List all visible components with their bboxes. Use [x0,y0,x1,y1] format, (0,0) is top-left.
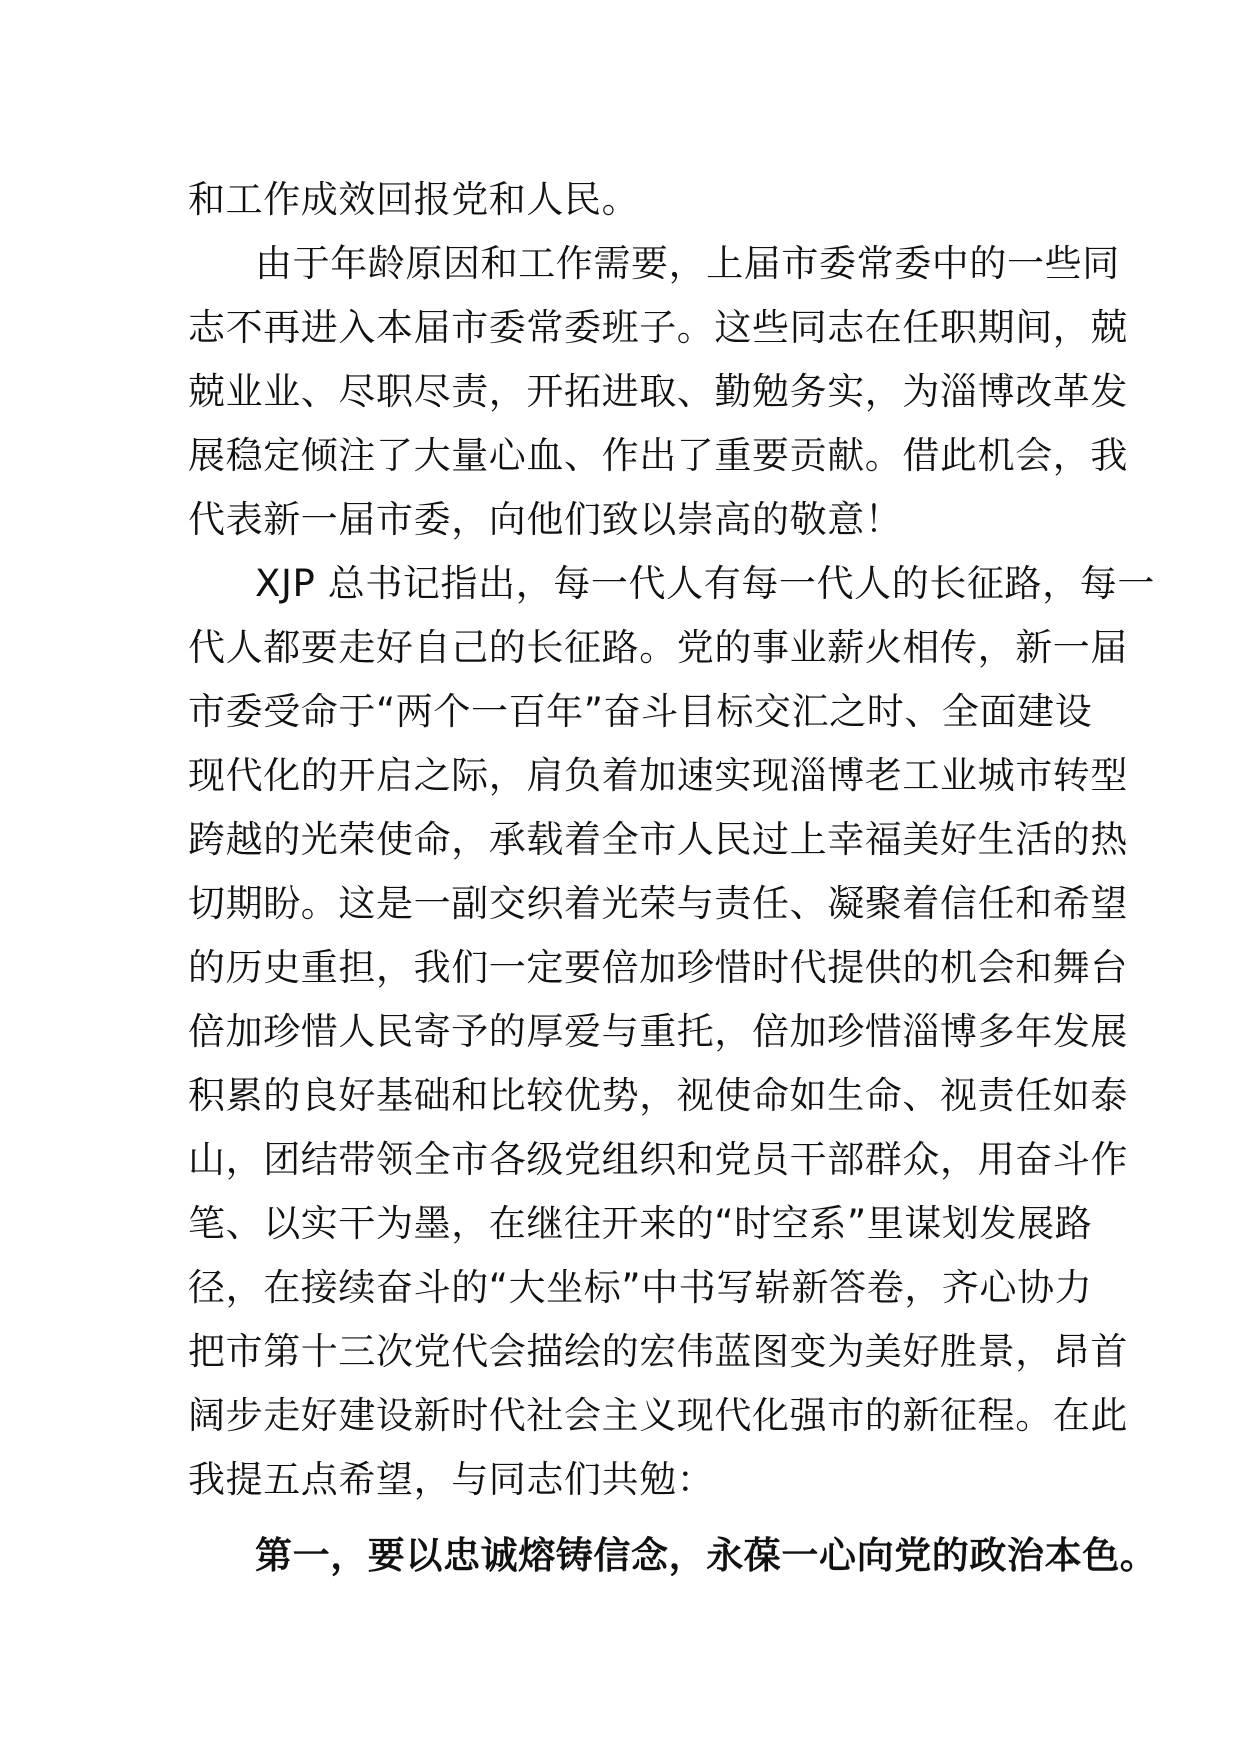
paragraph-line: 阔步走好建设新时代社会主义现代化强市的新征程。在此 [188,1394,1128,1437]
paragraph-line: 径，在接续奋斗的“大坐标”中书写崭新答卷，齐心协力 [188,1266,1093,1309]
paragraph-line: 现代化的开启之际，肩负着加速实现淄博老工业城市转型 [188,754,1128,797]
paragraph-line: 切期盼。这是一副交织着光荣与责任、凝聚着信任和希望 [188,882,1128,925]
paragraph-line: 和工作成效回报党和人民。 [188,178,640,221]
paragraph-line: 由于年龄原因和工作需要，上届市委常委中的一些同 [255,242,1120,285]
paragraph-line: 的历史重担，我们一定要倍加珍惜时代提供的机会和舞台 [188,946,1128,989]
paragraph-line: 把市第十三次党代会描绘的宏伟蓝图变为美好胜景，昂首 [188,1330,1128,1373]
section-heading: 第一，要以忠诚熔铸信念，永葆一心向党的政治本色。 [255,1534,1158,1577]
paragraph-line: 笔、以实干为墨，在继往开来的“时空系”里谋划发展路 [188,1202,1093,1245]
paragraph-line: 展稳定倾注了大量心血、作出了重要贡献。借此机会，我 [188,434,1128,477]
document-body [188,168,1158,1588]
paragraph-line: 志不再进入本届市委常委班子。这些同志在任职期间，兢 [188,306,1128,349]
paragraph-line: 我提五点希望，与同志们共勉： [188,1458,715,1501]
paragraph-line: 市委受命于“两个一百年”奋斗目标交汇之时、全面建设 [188,690,1093,733]
paragraph-line: 代表新一届市委，向他们致以崇高的敬意！ [188,498,903,541]
paragraph-line: 兢业业、尽职尽责，开拓进取、勤勉务实，为淄博改革发 [188,370,1128,413]
paragraph-line: 倍加珍惜人民寄予的厚爱与重托，倍加珍惜淄博多年发展 [188,1010,1128,1053]
paragraph-line: 山，团结带领全市各级党组织和党员干部群众，用奋斗作 [188,1138,1128,1181]
paragraph-line: XJP 总书记指出，每一代人有每一代人的长征路，每一 [255,562,1155,605]
paragraph-line: 积累的良好基础和比较优势，视使命如生命、视责任如泰 [188,1074,1128,1117]
paragraph-line: 代人都要走好自己的长征路。党的事业薪火相传，新一届 [188,626,1128,669]
paragraph-line: 跨越的光荣使命，承载着全市人民过上幸福美好生活的热 [188,818,1128,861]
